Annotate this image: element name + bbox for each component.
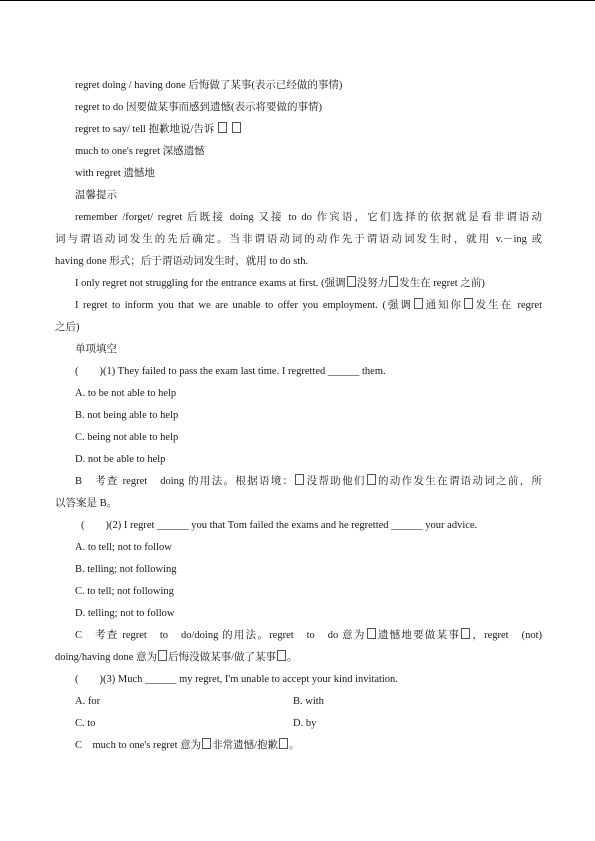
definition-3: regret to say/ tell 抱歉地说/告诉 — [75, 119, 542, 141]
tip-heading: 温馨提示 — [75, 190, 117, 201]
q1-stem: ( )(1) They failed to pass the exam last time. I regretted ______ them. — [75, 366, 386, 377]
example-2: I regret to inform you that we are unable to offer you employment. (强调 通知你 发生在 regret — [75, 300, 543, 311]
tip-line-1: remember /forget/ regret 后既接 doing 又接 to do 作宾语，它们选择的依据就是看非谓语动 — [75, 212, 542, 223]
definition-4: much to one's regret 深感遗憾 — [75, 146, 205, 157]
definition-5: with regret 遗憾地 — [75, 168, 155, 179]
q2-option-c: C. to tell; not following — [75, 586, 174, 597]
q1-answer-continued: 以答案是 B。 — [55, 498, 118, 509]
q3-option-b: B. with — [293, 696, 324, 707]
q2-option-b: B. telling; not following — [75, 564, 177, 575]
q3-option-d: D. by — [293, 718, 317, 729]
definition-2: regret to do 因要做某事而感到遗憾(表示将要做的事情) — [75, 102, 323, 113]
q1-option-b: B. not being able to help — [75, 410, 179, 421]
q3-option-c: C. to — [75, 718, 96, 729]
q2-answer-continued: doing/having done 意为 后悔没做某事/做了某事 。 — [55, 652, 298, 663]
example-1: I only regret not struggling for the entrance exams at first. (强调 没努力 发生在 regret 之前) — [75, 278, 485, 289]
definition-1: regret doing / having done 后悔做了某事(表示已经做的事情) — [75, 80, 343, 91]
q2-option-d: D. telling; not to follow — [75, 608, 175, 619]
q2-stem: ( )(2) I regret ______ you that Tom failed the exams and he regretted ______ your advice. — [81, 520, 478, 531]
q1-option-a: A. to be not able to help — [75, 388, 177, 399]
q3-options-row-1 — [75, 691, 542, 713]
q3-answer: C much to one's regret 意为 非常遗憾/抱歉 。 — [75, 740, 300, 751]
example-2-continued: 之后) — [55, 322, 80, 333]
q2-option-a: A. to tell; not to follow — [75, 542, 172, 553]
q2-answer: C 考查 regret to do/doing 的用法。regret to do 意为 遗憾地要做某事 ，regret (not) — [75, 630, 542, 641]
page-top-rule — [0, 0, 595, 1]
tip-line-2: 词与谓语动词发生的先后确定。当非谓语动词的动作先于谓语动词发生时，就用 v.－ing 或 — [55, 234, 542, 245]
tip-line-3: having done 形式；后于谓语动词发生时，就用 to do sth. — [55, 256, 309, 267]
q3-stem: ( )(3) Much ______ my regret, I'm unable to accept your kind invitation. — [75, 674, 398, 685]
q1-option-d: D. not be able to help — [75, 454, 166, 465]
q1-option-c: C. being not able to help — [75, 432, 179, 443]
exercise-heading: 单项填空 — [75, 344, 117, 355]
q3-option-a: A. for — [75, 696, 101, 707]
q3-options-row-2 — [75, 713, 542, 735]
q1-answer: B 考查 regret doing 的用法。根据语境： 没帮助他们 的动作发生在谓语动词之前，所 — [75, 476, 543, 487]
